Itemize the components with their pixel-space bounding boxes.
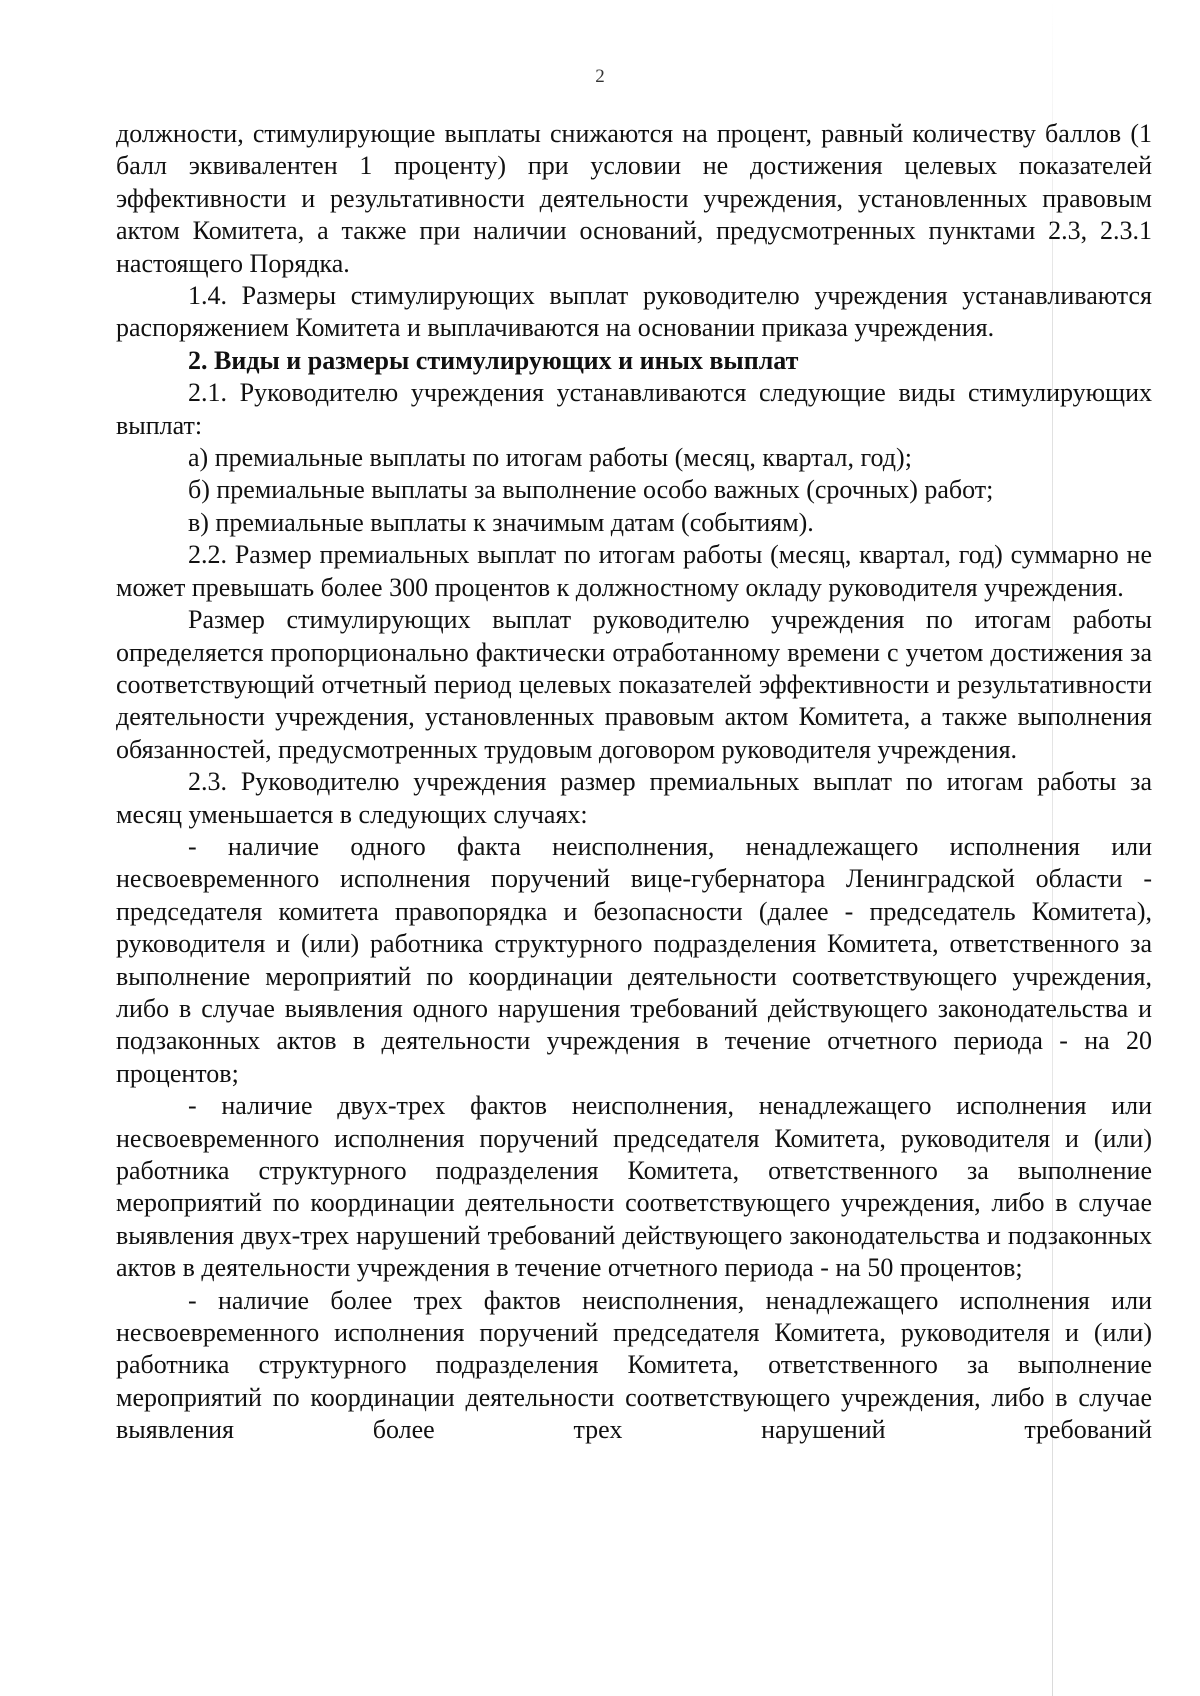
paragraph-2-1: 2.1. Руководителю учреждения устанавливаются следующие виды стимулирующих выплат:: [116, 378, 1152, 440]
dash-item-20-percent: - наличие одного факта неисполнения, ненадлежащего исполнения или несвоевременного исполнения поручений вице-губернатора Ленинградской области - председателя комитета правопорядка и безопасности (далее - председатель Комитета), руководителя и (или) работника структурного подразделения Комитета, ответственного за выполнение мероприятий по координации деятельности соответствующего учреждения, либо в случае выявления одного нарушения требований действующего законодательства и подзаконных актов в деятельности учреждения в течение отчетного периода - на 20 процентов;: [116, 831, 1152, 1088]
dash-item-more-than-three: - наличие более трех фактов неисполнения, ненадлежащего исполнения или несвоевременного исполнения поручений председателя Комитета, руководителя и (или) работника структурного подразделения Комитета, ответственного за выполнение мероприятий по координации деятельности соответствующего учреждения, либо в случае выявления более трех нарушений требований: [116, 1285, 1152, 1445]
list-item-a: а) премиальные выплаты по итогам работы (месяц, квартал, год);: [188, 443, 912, 473]
list-item-v: в) премиальные выплаты к значимым датам (событиям).: [188, 507, 814, 537]
paragraph-2-2: 2.2. Размер премиальных выплат по итогам работы (месяц, квартал, год) суммарно не может превышать более 300 процентов к должностному окладу руководителя учреждения.: [116, 540, 1152, 602]
dash-item-50-percent: - наличие двух-трех фактов неисполнения, ненадлежащего исполнения или несвоевременного исполнения поручений председателя Комитета, руководителя и (или) работника структурного подразделения Комитета, ответственного за выполнение мероприятий по координации деятельности соответствующего учреждения, либо в случае выявления двух-трех нарушений требований действующего законодательства и подзаконных актов в деятельности учреждения в течение отчетного периода - на 50 процентов;: [116, 1091, 1152, 1283]
document-body: [116, 118, 1152, 1447]
paragraph-2-3: 2.3. Руководителю учреждения размер премиальных выплат по итогам работы за месяц уменьшается в следующих случаях:: [116, 767, 1152, 829]
paragraph-2-2-detail: Размер стимулирующих выплат руководителю учреждения по итогам работы определяется пропорционально фактически отработанному времени с учетом достижения за соответствующий отчетный период целевых показателей эффективности и результативности деятельности учреждения, установленных правовым актом Комитета, а также выполнения обязанностей, предусмотренных трудовым договором руководителя учреждения.: [116, 605, 1152, 764]
paragraph-continuation: должности, стимулирующие выплаты снижаются на процент, равный количеству баллов (1 балл эквивалентен 1 проценту) при условии не достижения целевых показателей эффективности и результативности деятельности учреждения, установленных правовым актом Комитета, а также при наличии оснований, предусмотренных пунктами 2.3, 2.3.1 настоящего Порядка.: [116, 119, 1152, 278]
list-item-b: б) премиальные выплаты за выполнение особо важных (срочных) работ;: [188, 475, 994, 505]
paragraph-1-4: 1.4. Размеры стимулирующих выплат руководителю учреждения устанавливаются распоряжением Комитета и выплачиваются на основании приказа учреждения.: [116, 281, 1152, 343]
section-heading-2: 2. Виды и размеры стимулирующих и иных выплат: [188, 345, 799, 375]
page-number: 2: [595, 66, 605, 87]
